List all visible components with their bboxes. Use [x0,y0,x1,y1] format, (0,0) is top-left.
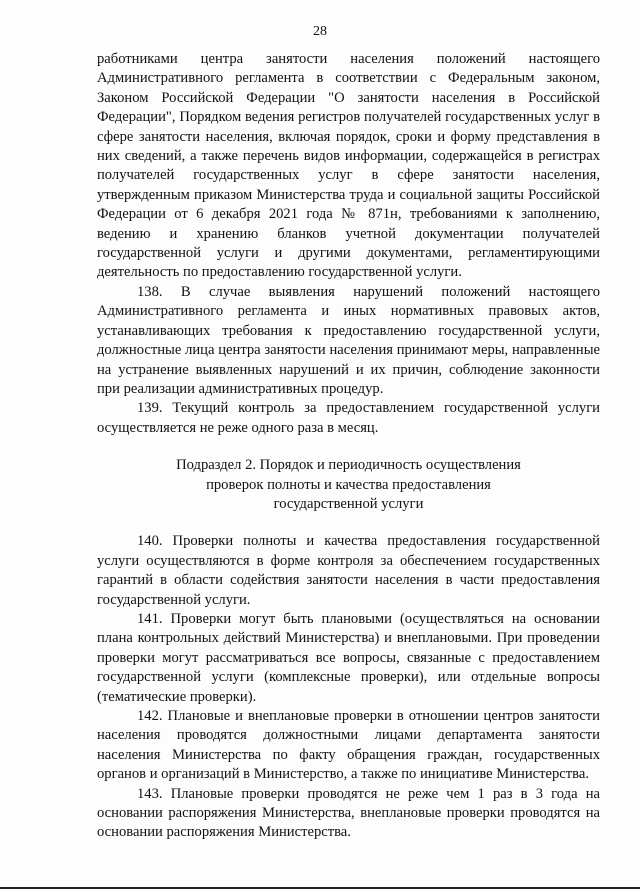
paragraph-137-continuation: работниками центра занятости населения положений настоящего Административного регламента в соответствии с Федеральным законом, Законом Российской Федерации "О занятости населения в Российской Федерации", Порядком ведения регистров получателей государственных услуг в сфере занятости населения, включая порядок, сроки и форму представления в них сведений, а также перечень видов информации, содержащейся в регистрах получателей государственных услуг в сфере занятости населения, утвержденным приказом Министерства труда и социальной защиты Российской Федерации от 6 декабря 2021 года № 871н, требованиями к заполнению, ведению и хранению бланков учетной документации получателей государственной услуги и другими документами, регламентирующими деятельность по предоставлению государственной услуги. [97,51,600,281]
subsection-heading-line-1: Подраздел 2. Порядок и периодичность осуществления [176,457,521,474]
subsection-heading-line-2: проверок полноты и качества предоставления [206,476,491,493]
subsection-heading-line-3: государственной услуги [273,495,424,512]
paragraph-139: 139. Текущий контроль за предоставлением государственной услуги осуществляется не реже одного раза в месяц. [97,400,600,436]
paragraph-140: 140. Проверки полноты и качества предоставления государственной услуги осуществляются в форме контроля за обеспечением государственных гарантий в области содействия занятости населения в части предоставления государственной услуги. [97,533,600,608]
page-number: 28 [313,24,327,39]
scan-bottom-edge [0,886,640,892]
paragraph-138: 138. В случае выявления нарушений положений настоящего Административного регламента и иных нормативных правовых актов, устанавливающих требования к предоставлению государственной услуги, должностные лица центра занятости населения принимают меры, направленные на устранение выявленных нарушений и их причин, соблюдение законности при реализации административных процедур. [97,283,600,397]
paragraph-142: 142. Плановые и внеплановые проверки в отношении центров занятости населения проводятся должностными лицами департамента занятости населения Министерства по факту обращения граждан, государственных органов и организаций в Министерство, а также по инициативе Министерства. [97,708,600,783]
paragraph-143: 143. Плановые проверки проводятся не реже чем 1 раз в 3 года на основании распоряжения Министерства, внеплановые проверки проводятся на основании распоряжения Министерства. [97,785,600,841]
document-body [97,50,600,843]
paragraph-141: 141. Проверки могут быть плановыми (осуществляться на основании плана контрольных действий Министерства) и внеплановыми. При проведении проверки могут рассматриваться все вопросы, связанные с предоставлением государственной услуги (комплексные проверки), или отдельные вопросы (тематические проверки). [97,610,600,705]
subsection-heading [97,456,600,514]
